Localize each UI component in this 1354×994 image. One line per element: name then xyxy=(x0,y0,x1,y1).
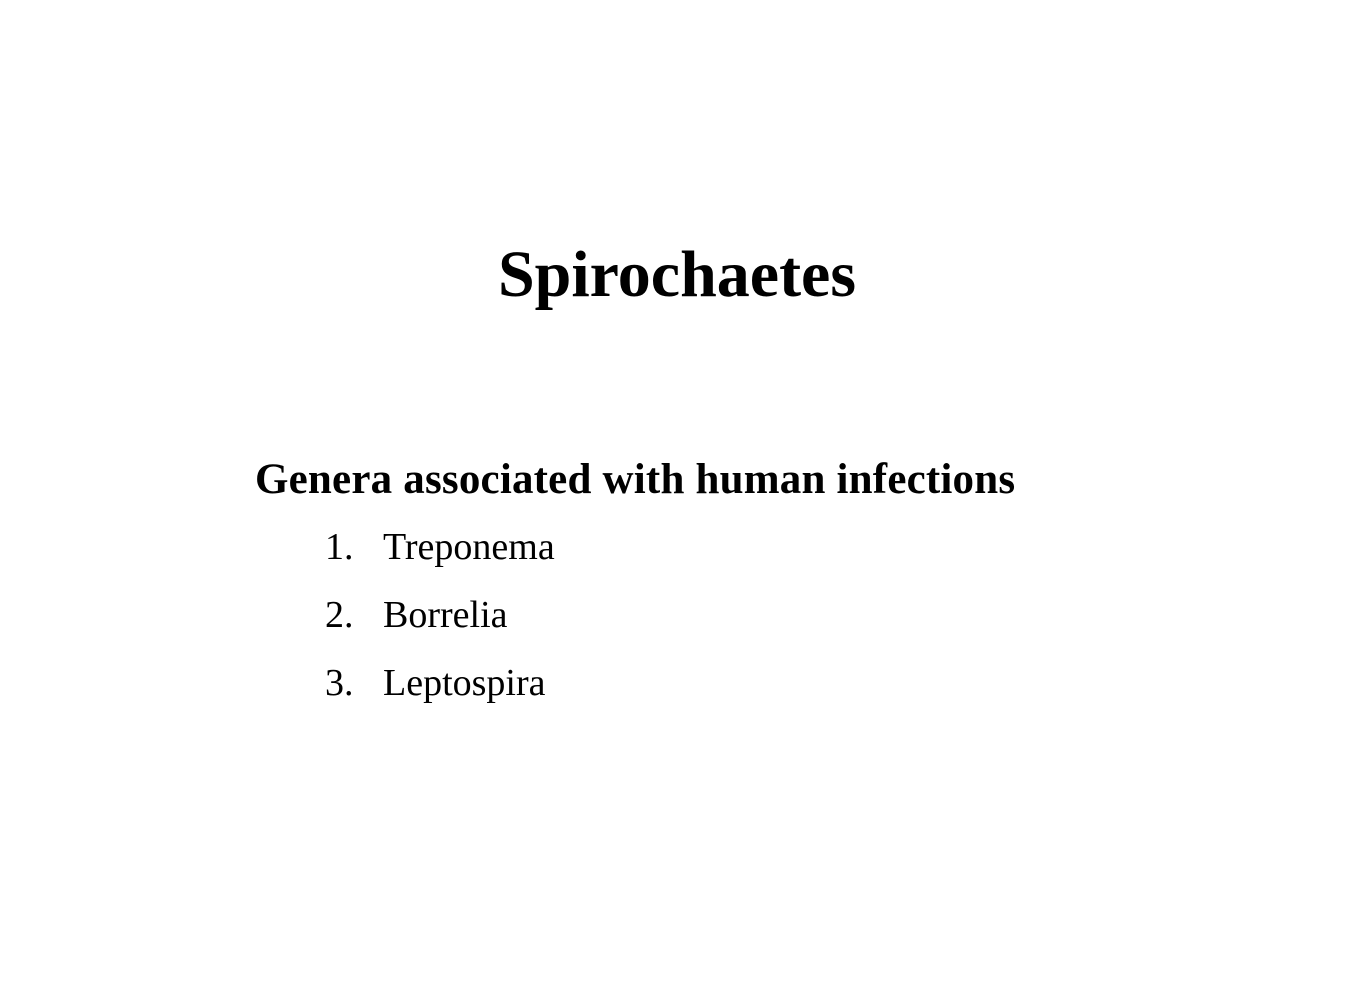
list-item-label: Borrelia xyxy=(383,594,508,637)
list-item xyxy=(325,514,1255,582)
slide-body xyxy=(255,455,1255,717)
list-item xyxy=(325,650,1255,718)
page-title: Spirochaetes xyxy=(497,238,857,311)
list-item-label: Leptospira xyxy=(383,661,546,704)
list-item-label: Treponema xyxy=(383,526,555,569)
list-item xyxy=(325,582,1255,650)
genera-list xyxy=(255,514,1255,717)
section-heading: Genera associated with human infections xyxy=(255,456,1016,503)
